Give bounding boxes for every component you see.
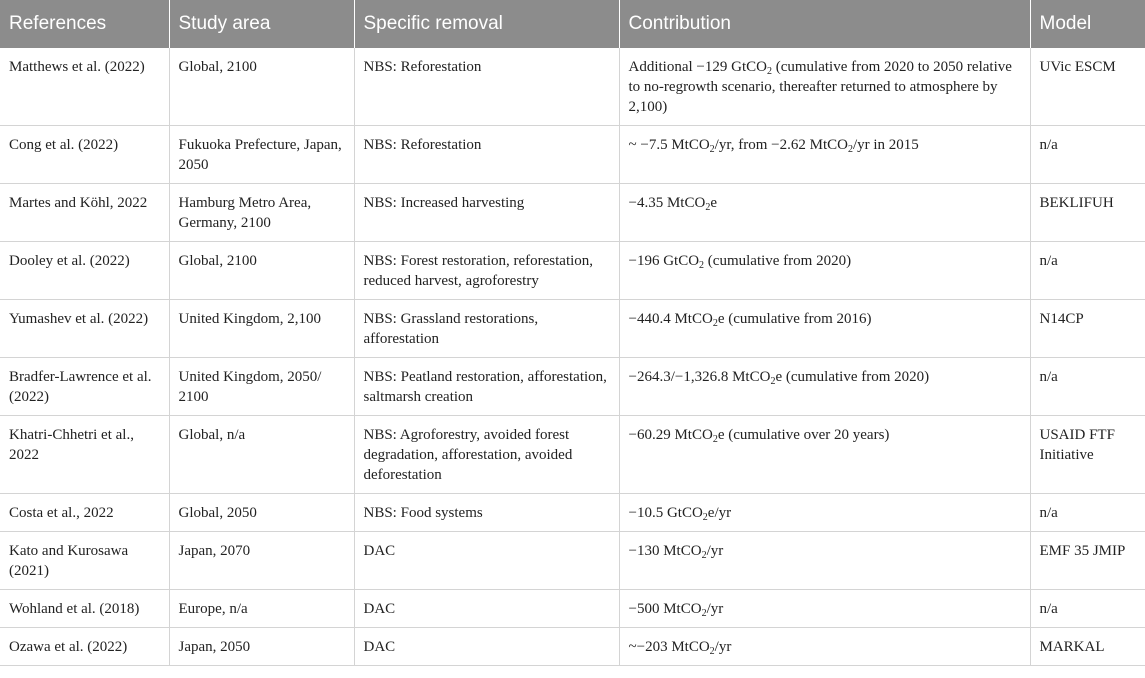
specific-removal-cell: NBS: Reforestation — [354, 126, 619, 184]
contribution-cell: −130 MtCO$_2$/yr — [619, 532, 1030, 590]
contribution-cell: −440.4 MtCO$_2$e (cumulative from 2016) — [619, 300, 1030, 358]
header-references: References — [0, 0, 169, 48]
model-cell: n/a — [1030, 242, 1145, 300]
model-cell: EMF 35 JMIP — [1030, 532, 1145, 590]
reference-cell: Ozawa et al. (2022) — [0, 628, 169, 666]
header-contribution: Contribution — [619, 0, 1030, 48]
study-area-cell: Japan, 2050 — [169, 628, 354, 666]
table-row — [0, 300, 1145, 358]
reference-cell: Costa et al., 2022 — [0, 494, 169, 532]
contribution-cell: Additional −129 GtCO$_2$ (cumulative from 2020 to 2050 relative to no-regrowth scenario, thereafter returned to atmosphere by 2,100) — [619, 48, 1030, 126]
model-cell: MARKAL — [1030, 628, 1145, 666]
reference-cell: Cong et al. (2022) — [0, 126, 169, 184]
specific-removal-cell: NBS: Food systems — [354, 494, 619, 532]
model-cell: n/a — [1030, 126, 1145, 184]
reference-cell: Yumashev et al. (2022) — [0, 300, 169, 358]
table-row — [0, 242, 1145, 300]
model-cell: BEKLIFUH — [1030, 184, 1145, 242]
specific-removal-cell: NBS: Grassland restorations, afforestation — [354, 300, 619, 358]
reference-cell: Martes and Köhl, 2022 — [0, 184, 169, 242]
specific-removal-cell: DAC — [354, 532, 619, 590]
specific-removal-cell: DAC — [354, 590, 619, 628]
contribution-cell: −60.29 MtCO$_2$e (cumulative over 20 years) — [619, 416, 1030, 494]
reference-cell: Matthews et al. (2022) — [0, 48, 169, 126]
study-area-cell: United Kingdom, 2050/ 2100 — [169, 358, 354, 416]
model-cell: N14CP — [1030, 300, 1145, 358]
table-row — [0, 126, 1145, 184]
specific-removal-cell: NBS: Agroforestry, avoided forest degradation, afforestation, avoided deforestation — [354, 416, 619, 494]
model-cell: USAID FTF Initiative — [1030, 416, 1145, 494]
model-cell: UVic ESCM — [1030, 48, 1145, 126]
table-row — [0, 416, 1145, 494]
reference-cell: Wohland et al. (2018) — [0, 590, 169, 628]
header-specific-removal: Specific removal — [354, 0, 619, 48]
contribution-cell: −264.3/−1,326.8 MtCO$_2$e (cumulative from 2020) — [619, 358, 1030, 416]
contribution-cell: −4.35 MtCO$_2$e — [619, 184, 1030, 242]
table-row — [0, 358, 1145, 416]
specific-removal-cell: NBS: Forest restoration, reforestation, reduced harvest, agroforestry — [354, 242, 619, 300]
table-header — [0, 0, 1145, 48]
study-area-cell: Europe, n/a — [169, 590, 354, 628]
reference-cell: Kato and Kurosawa (2021) — [0, 532, 169, 590]
study-area-cell: Global, 2050 — [169, 494, 354, 532]
header-model: Model — [1030, 0, 1145, 48]
contribution-cell: −10.5 GtCO$_2$e/yr — [619, 494, 1030, 532]
specific-removal-cell: DAC — [354, 628, 619, 666]
study-area-cell: United Kingdom, 2,100 — [169, 300, 354, 358]
reference-cell: Khatri-Chhetri et al., 2022 — [0, 416, 169, 494]
table-body — [0, 48, 1145, 666]
study-area-cell: Japan, 2070 — [169, 532, 354, 590]
contribution-cell: −500 MtCO$_2$/yr — [619, 590, 1030, 628]
reference-cell: Dooley et al. (2022) — [0, 242, 169, 300]
study-area-cell: Hamburg Metro Area, Germany, 2100 — [169, 184, 354, 242]
table-row — [0, 184, 1145, 242]
contribution-cell: ~ −7.5 MtCO$_2$/yr, from −2.62 MtCO$_2$/yr in 2015 — [619, 126, 1030, 184]
header-row — [0, 0, 1145, 48]
specific-removal-cell: NBS: Increased harvesting — [354, 184, 619, 242]
model-cell: n/a — [1030, 358, 1145, 416]
study-area-cell: Global, n/a — [169, 416, 354, 494]
table-row — [0, 494, 1145, 532]
table-row — [0, 628, 1145, 666]
specific-removal-cell: NBS: Reforestation — [354, 48, 619, 126]
reference-cell: Bradfer-Lawrence et al. (2022) — [0, 358, 169, 416]
header-study-area: Study area — [169, 0, 354, 48]
contribution-cell: −196 GtCO$_2$ (cumulative from 2020) — [619, 242, 1030, 300]
table-row — [0, 532, 1145, 590]
table-row — [0, 590, 1145, 628]
specific-removal-cell: NBS: Peatland restoration, afforestation, saltmarsh creation — [354, 358, 619, 416]
table-row — [0, 48, 1145, 126]
study-area-cell: Global, 2100 — [169, 242, 354, 300]
contribution-cell: ~−203 MtCO$_2$/yr — [619, 628, 1030, 666]
model-cell: n/a — [1030, 590, 1145, 628]
model-cell: n/a — [1030, 494, 1145, 532]
study-area-cell: Global, 2100 — [169, 48, 354, 126]
study-area-cell: Fukuoka Prefecture, Japan, 2050 — [169, 126, 354, 184]
